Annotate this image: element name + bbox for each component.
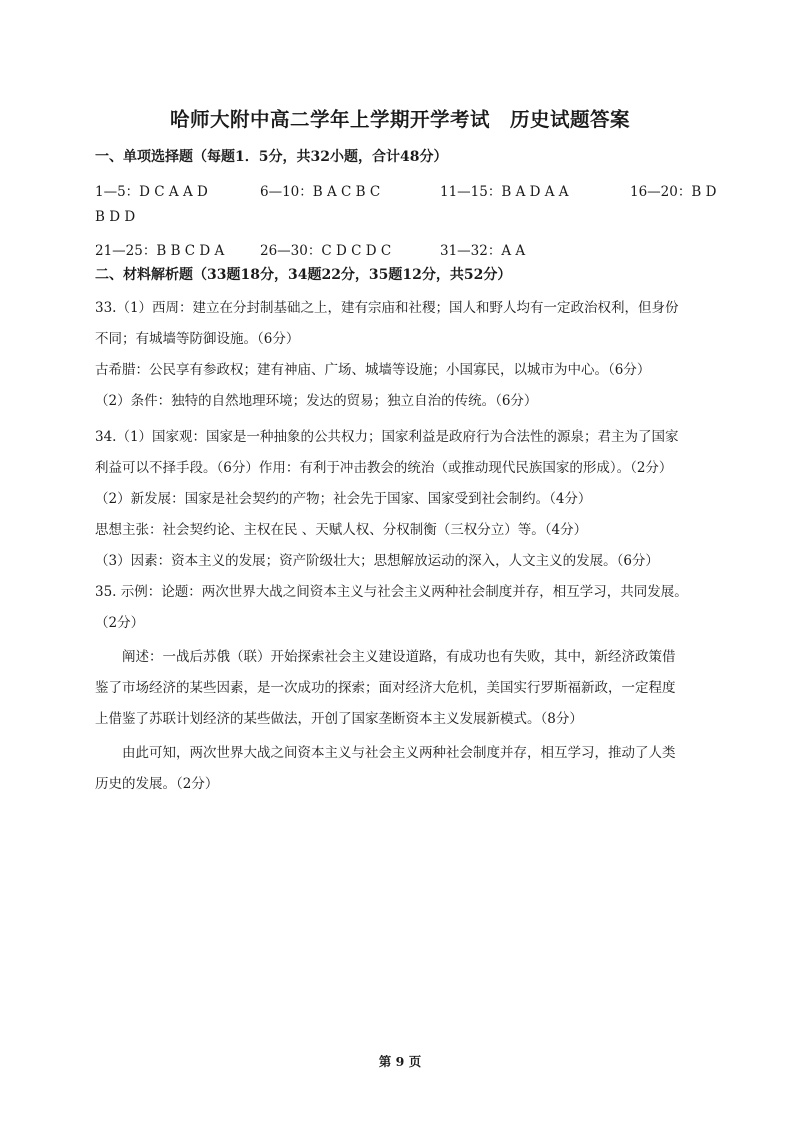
answer-line: （2分） — [95, 615, 145, 631]
answer-line: 思想主张：社会契约论、主权在民 、天赋人权、分权制衡（三权分立）等。（4分） — [95, 522, 588, 538]
answer-group: 6—10：B A C B C — [260, 184, 381, 200]
answer-line: 35. 示例：论题：两次世界大战之间资本主义与社会主义两种社会制度并存，相互学习，共同发展。 — [95, 584, 688, 600]
answer-line: 34.（1）国家观：国家是一种抽象的公共权力；国家利益是政府行为合法性的源泉；君主为了国家 — [95, 429, 679, 445]
page-title: 哈师大附中高二学年上学期开学考试 历史试题答案 — [169, 108, 630, 131]
answer-group: 31—32：A A — [440, 243, 526, 259]
answer-group-continuation: B D D — [95, 209, 136, 225]
answer-line: 由此可知，两次世界大战之间资本主义与社会主义两种社会制度并存，相互学习，推动了人类 — [95, 745, 676, 761]
page-number: 第 9 页 — [378, 1054, 422, 1069]
answer-line: 历史的发展。（2分） — [95, 776, 219, 792]
answer-line: （3）因素：资本主义的发展；资产阶级壮大；思想解放运动的深入，人文主义的发展。（6分） — [95, 553, 659, 569]
answer-group: 11—15：B A D A A — [440, 184, 569, 200]
answer-line: 鉴了市场经济的某些因素，是一次成功的探索；面对经济大危机，美国实行罗斯福新政，一定程度 — [95, 680, 676, 696]
answer-line: （2）条件：独特的自然地理环境；发达的贸易；独立自治的传统。（6分） — [95, 393, 538, 409]
answer-line: 上借鉴了苏联计划经济的某些做法，开创了国家垄断资本主义发展新模式。（8分） — [95, 711, 583, 727]
answer-line: （2）新发展：国家是社会契约的产物；社会先于国家、国家受到社会制约。（4分） — [95, 491, 592, 507]
answer-group: 21—25：B B C D A — [95, 243, 225, 259]
answer-line: 古希腊：公民享有参政权；建有神庙、广场、城墙等设施；小国寡民，以城市为中心。（6分） — [95, 362, 651, 378]
answer-group: 26—30：C D C D C — [260, 243, 392, 259]
answer-line: 33.（1）西周：建立在分封制基础之上，建有宗庙和社稷；国人和野人均有一定政治权利，但身份 — [95, 300, 679, 316]
answer-line: 阐述：一战后苏俄（联）开始探索社会主义建设道路，有成功也有失败，其中，新经济政策借 — [95, 649, 676, 665]
section-1-heading: 一、单项选择题（每题1．5分，共32小题，合计48分） — [95, 149, 448, 165]
answer-group: 1—5：D C A A D — [95, 184, 208, 200]
answer-group: 16—20：B D — [630, 184, 717, 200]
answer-line: 利益可以不择手段。（6分）作用：有利于冲击教会的统治（或推动现代民族国家的形成）。（2分） — [95, 460, 673, 476]
answer-line: 不同；有城墙等防御设施。（6分） — [95, 331, 300, 347]
section-2-heading: 二、材料解析题（33题18分，34题22分，35题12分，共52分） — [95, 267, 512, 283]
